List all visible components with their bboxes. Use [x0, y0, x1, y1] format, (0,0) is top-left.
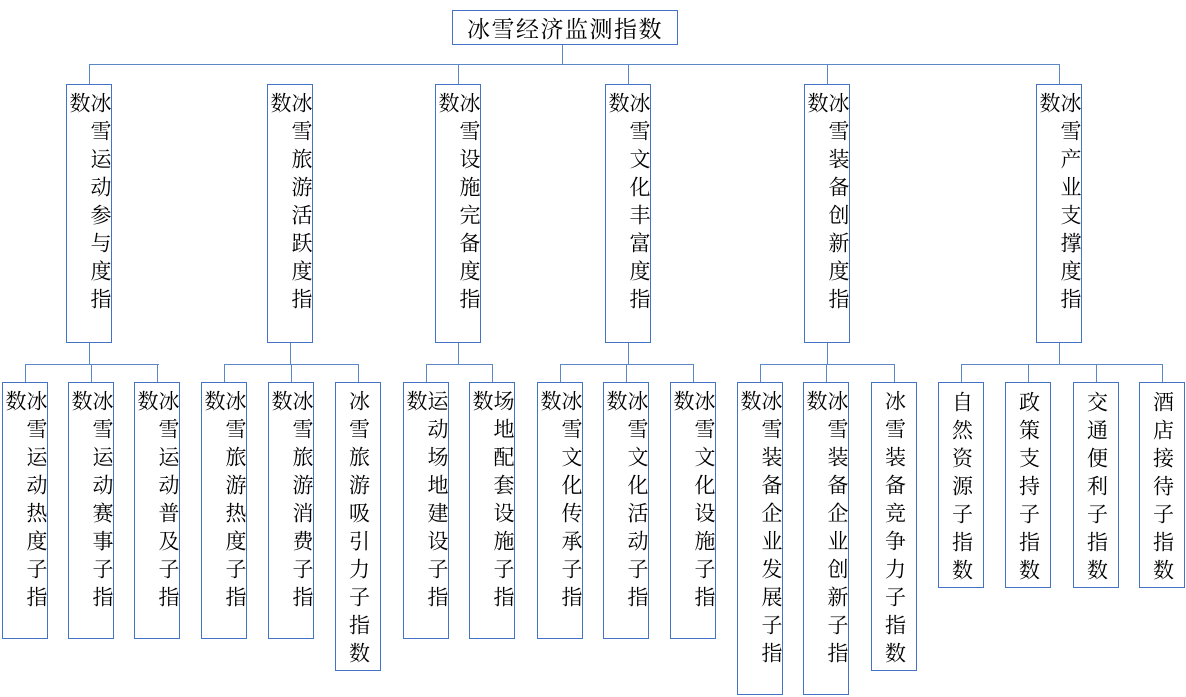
connector-line	[157, 364, 158, 382]
branch-node-5-label: 冰雪装备创新度指数	[805, 92, 849, 316]
leaf-node-4-1	[537, 382, 583, 639]
connector-line	[290, 343, 291, 364]
connector-line	[91, 364, 92, 382]
leaf-node-2-1	[201, 382, 247, 639]
leaf-node-4-3	[670, 382, 716, 639]
root-node	[452, 10, 678, 45]
branch-node-2-label: 冰雪旅游活跃度指数	[268, 92, 312, 316]
leaf-node-3-2	[469, 382, 515, 639]
connector-line	[961, 364, 962, 382]
branch-node-3-label: 冰雪设施完备度指数	[436, 92, 480, 316]
connector-line	[458, 64, 459, 84]
leaf-node-6-1-label: 自然资源子指数	[949, 390, 973, 587]
branch-node-3	[435, 84, 481, 343]
connector-line	[693, 364, 694, 382]
connector-line	[961, 364, 1163, 365]
leaf-node-6-1	[938, 382, 984, 588]
leaf-node-4-2	[603, 382, 649, 639]
connector-line	[426, 364, 427, 382]
leaf-node-5-3	[871, 382, 917, 671]
connector-line	[1096, 364, 1097, 382]
connector-line	[760, 364, 761, 382]
leaf-node-4-2-label: 冰雪文化活动子指数	[604, 390, 648, 614]
branch-node-4	[605, 84, 651, 343]
connector-line	[894, 364, 895, 382]
branch-node-6	[1036, 84, 1082, 343]
leaf-node-5-1	[737, 382, 783, 695]
branch-node-1	[66, 84, 112, 343]
leaf-node-1-3	[134, 382, 180, 639]
leaf-node-6-3-label: 交通便利子指数	[1084, 390, 1108, 587]
connector-line	[626, 364, 627, 382]
leaf-node-2-2	[268, 382, 314, 639]
leaf-node-1-1	[2, 382, 48, 639]
connector-line	[1059, 64, 1060, 84]
leaf-node-3-1-label: 运动场地建设子指数	[404, 390, 448, 614]
leaf-node-3-2-label: 场地配套设施子指数	[470, 390, 514, 614]
leaf-node-2-3-label: 冰雪旅游吸引力子指数	[346, 390, 370, 670]
branch-node-1-label: 冰雪运动参与度指数	[67, 92, 111, 316]
leaf-node-1-1-label: 冰雪运动热度子指数	[3, 390, 47, 614]
leaf-node-4-1-label: 冰雪文化传承子指数	[538, 390, 582, 614]
leaf-node-2-2-label: 冰雪旅游消费子指数	[269, 390, 313, 614]
leaf-node-5-2-label: 冰雪装备企业创新子指数	[804, 390, 848, 670]
connector-line	[562, 45, 563, 64]
branch-node-2	[267, 84, 313, 343]
connector-line	[827, 64, 828, 84]
root-node-label: 冰雪经济监测指数	[467, 16, 663, 42]
leaf-node-3-1	[403, 382, 449, 639]
leaf-node-1-2-label: 冰雪运动赛事子指数	[69, 390, 113, 614]
connector-line	[1059, 343, 1060, 364]
connector-line	[25, 364, 26, 382]
connector-line	[89, 64, 90, 84]
connector-line	[1028, 364, 1029, 382]
connector-line	[560, 364, 561, 382]
leaf-node-1-2	[68, 382, 114, 639]
leaf-node-6-2-label: 政策支持子指数	[1016, 390, 1040, 587]
leaf-node-6-4-label: 酒店接待子指数	[1150, 390, 1174, 587]
leaf-node-6-3	[1073, 382, 1119, 588]
leaf-node-5-1-label: 冰雪装备企业发展子指数	[738, 390, 782, 670]
connector-line	[760, 364, 895, 365]
connector-line	[628, 343, 629, 364]
connector-line	[492, 364, 493, 382]
branch-node-6-label: 冰雪产业支撑度指数	[1037, 92, 1081, 316]
leaf-node-4-3-label: 冰雪文化设施子指数	[671, 390, 715, 614]
connector-line	[426, 364, 493, 365]
connector-line	[1162, 364, 1163, 382]
branch-node-5	[804, 84, 850, 343]
connector-line	[224, 364, 225, 382]
connector-line	[358, 364, 359, 382]
connector-line	[628, 64, 629, 84]
leaf-node-6-2	[1005, 382, 1051, 588]
branch-node-4-label: 冰雪文化丰富度指数	[606, 92, 650, 316]
connector-line	[89, 343, 90, 364]
connector-line	[458, 343, 459, 364]
leaf-node-5-3-label: 冰雪装备竞争力子指数	[882, 390, 906, 670]
connector-line	[826, 364, 827, 382]
leaf-node-6-4	[1139, 382, 1185, 588]
connector-line	[89, 64, 1060, 65]
connector-line	[291, 364, 292, 382]
leaf-node-2-3	[335, 382, 381, 671]
leaf-node-2-1-label: 冰雪旅游热度子指数	[202, 390, 246, 614]
leaf-node-5-2	[803, 382, 849, 695]
connector-line	[827, 343, 828, 364]
leaf-node-1-3-label: 冰雪运动普及子指数	[135, 390, 179, 614]
